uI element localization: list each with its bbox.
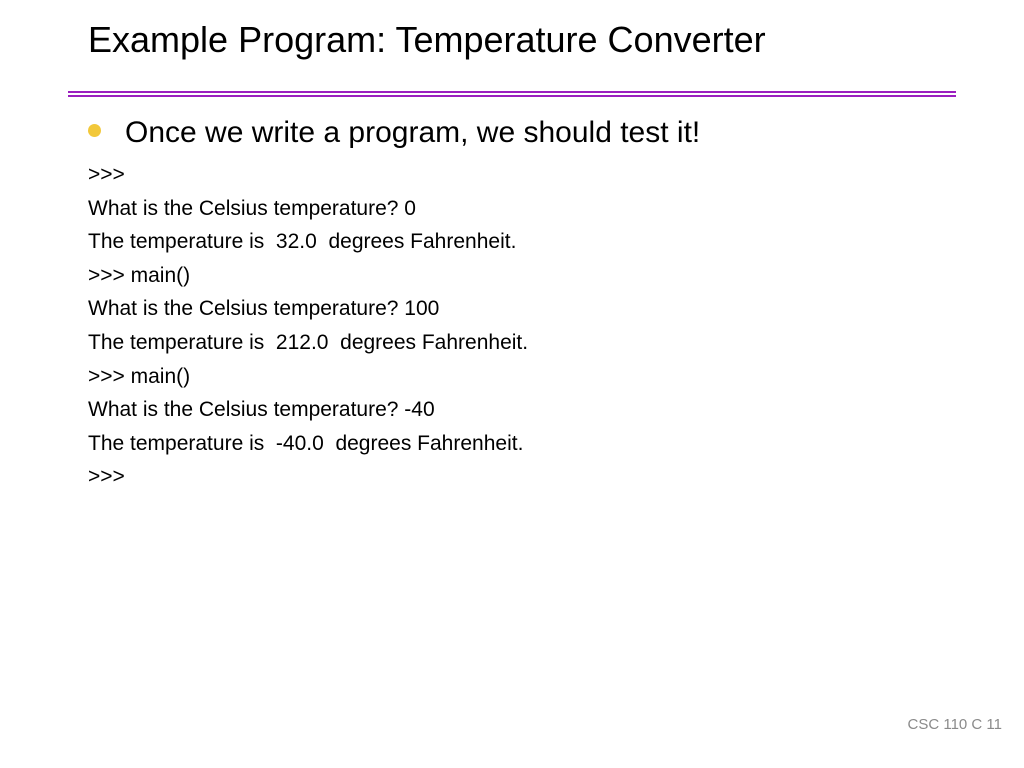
output-line: >>>: [88, 465, 125, 489]
output-line: >>>: [88, 163, 125, 186]
program-output: [88, 158, 528, 494]
output-line: The temperature is 212.0 degrees Fahrenheit.: [88, 330, 529, 354]
title-divider-bottom: [68, 95, 956, 97]
output-line: What is the Celsius temperature? 0: [88, 196, 416, 220]
output-line: >>> main(): [88, 364, 191, 388]
bullet-dot-icon: [88, 124, 101, 137]
output-line: The temperature is -40.0 degrees Fahrenheit.: [88, 431, 524, 455]
slide-footer: CSC 110 C 11: [907, 716, 1002, 733]
bullet-item: [88, 113, 700, 153]
output-line: The temperature is 32.0 degrees Fahrenheit.: [88, 230, 517, 254]
output-line: What is the Celsius temperature? -40: [88, 398, 435, 422]
title-divider-top: [68, 91, 956, 93]
slide-title: Example Program: Temperature Converter: [88, 19, 766, 60]
bullet-text: Once we write a program, we should test it!: [125, 116, 701, 149]
output-line: >>> main(): [88, 263, 191, 287]
output-line: What is the Celsius temperature? 100: [88, 297, 440, 321]
